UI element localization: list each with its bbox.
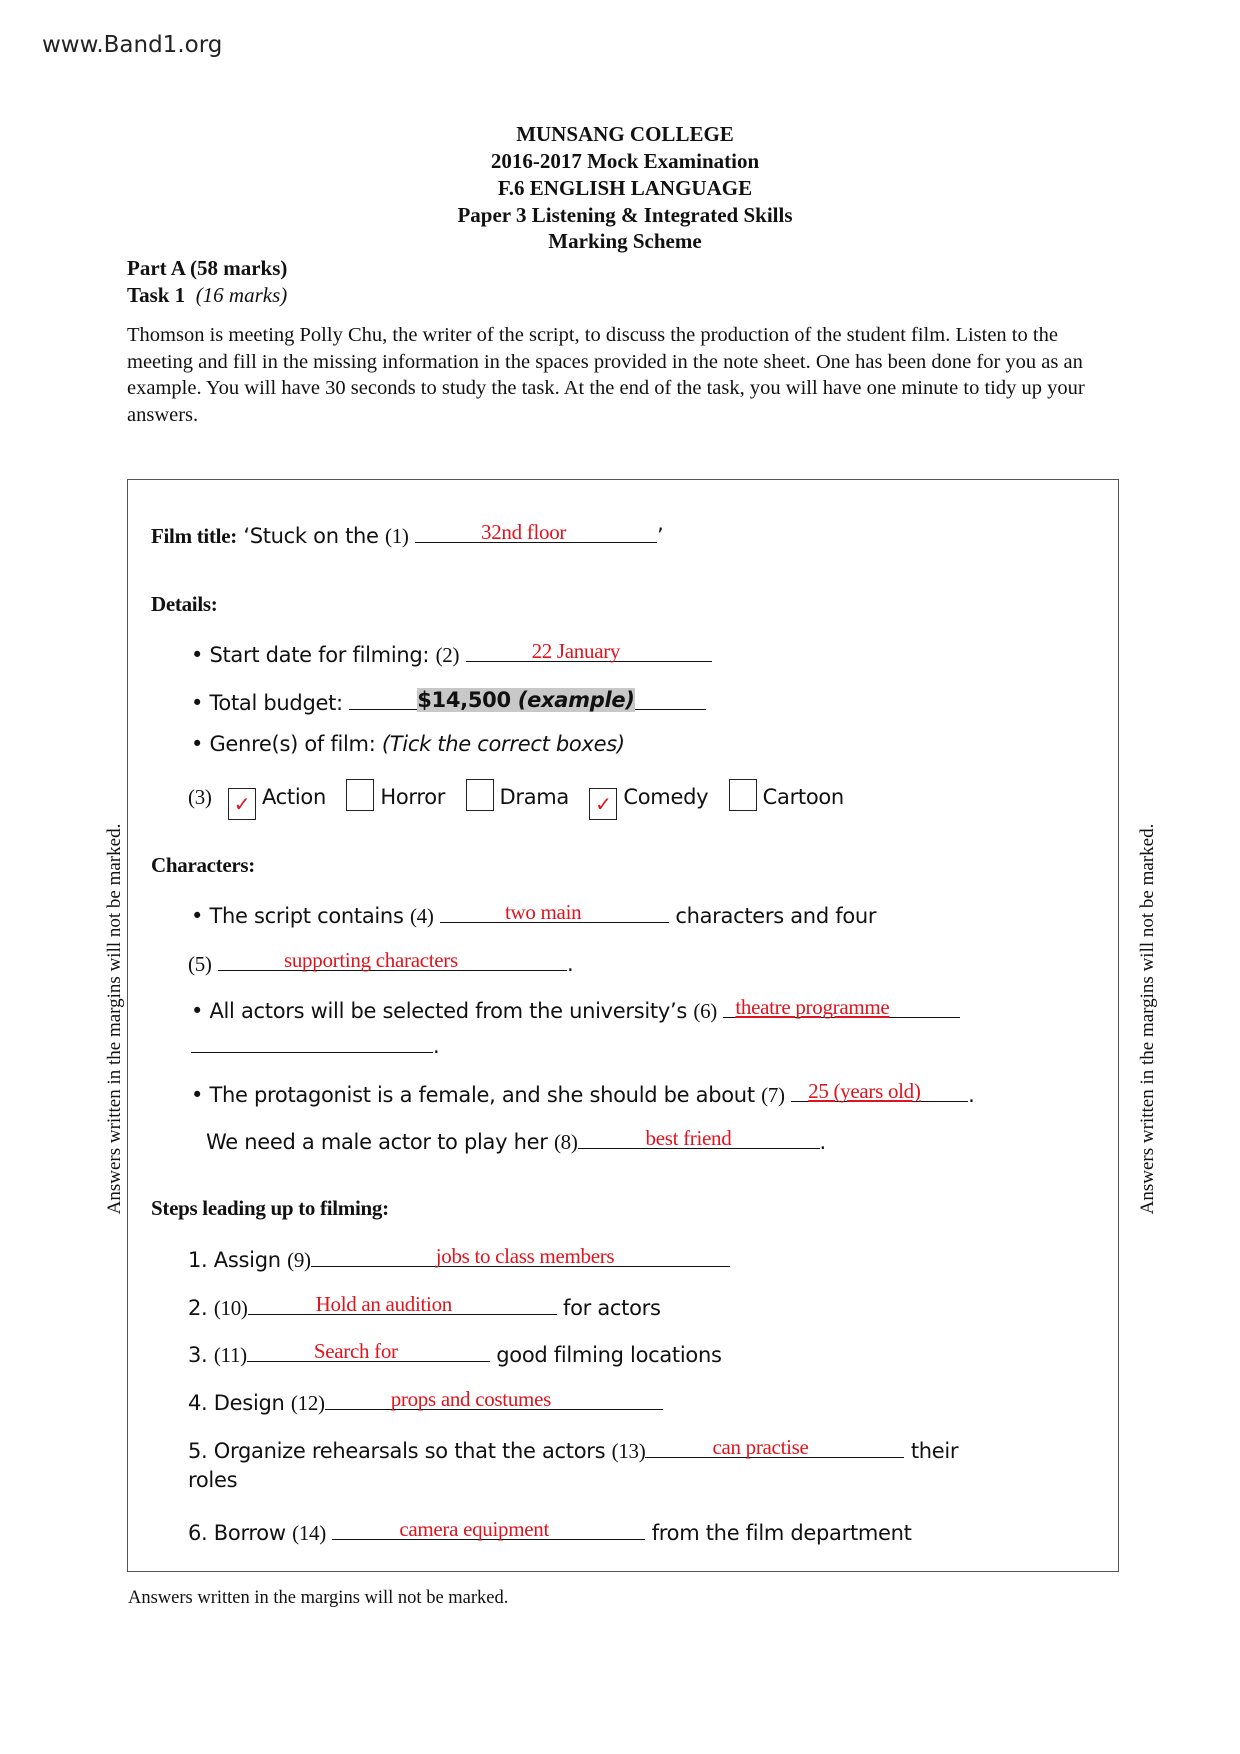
text: 4. Design xyxy=(188,1391,285,1415)
characters-heading: Characters: xyxy=(151,853,255,877)
task-heading xyxy=(127,283,287,308)
answer-2: 22 January xyxy=(531,639,621,663)
right-margin-note: Answers written in the margins will not be marked. xyxy=(1137,823,1158,1215)
paper-title: Paper 3 Listening & Integrated Skills xyxy=(457,203,793,227)
genre-comedy-label: Comedy xyxy=(623,785,709,809)
step-3 xyxy=(188,1337,722,1368)
genre-action-label: Action xyxy=(261,785,326,809)
answer-7: 25 (years old) xyxy=(808,1079,921,1103)
budget-label: • Total budget: xyxy=(191,691,343,715)
answer-blank-2[interactable] xyxy=(466,637,712,662)
example-tag: (example) xyxy=(517,688,635,712)
answer-8: best friend xyxy=(645,1126,732,1150)
checkbox-cartoon[interactable] xyxy=(729,779,757,811)
text: 6. Borrow xyxy=(188,1521,286,1545)
genre-drama-label: Drama xyxy=(499,785,569,809)
subject: F.6 ENGLISH LANGUAGE xyxy=(497,176,753,200)
school-name: MUNSANG COLLEGE xyxy=(516,122,734,146)
task-label: Task 1 xyxy=(127,283,186,307)
period: . xyxy=(819,1130,826,1154)
task-instructions: Thomson is meeting Polly Chu, the writer of the script, to discuss the production of the student film. Listen to the meeting and fill in the missing information in the spaces provided in the note sheet. One has been done for you as an example. You will have 30 seconds to study the task. At the end of the task, you will have one minute to tidy up your answers. xyxy=(127,324,1085,426)
period: . xyxy=(566,952,574,976)
q-num: (10) xyxy=(213,1296,248,1320)
text: We need a male actor to play her xyxy=(206,1130,548,1154)
step-1 xyxy=(188,1242,730,1273)
answer-4: two main xyxy=(504,900,582,924)
step-5-cont: roles xyxy=(188,1468,238,1492)
answer-10: Hold an audition xyxy=(315,1292,452,1316)
answer-blank-7[interactable] xyxy=(791,1077,968,1102)
genre-label: • Genre(s) of film: xyxy=(191,732,376,756)
steps-heading: Steps leading up to filming: xyxy=(151,1196,389,1220)
details-heading: Details: xyxy=(151,592,218,616)
text: characters and four xyxy=(675,904,877,928)
footer-note: Answers written in the margins will not be marked. xyxy=(128,1588,509,1608)
checkbox-horror[interactable] xyxy=(346,779,374,811)
left-margin-note: Answers written in the margins will not be marked. xyxy=(104,823,125,1215)
characters-line-4 xyxy=(191,1077,975,1108)
q-num: (11) xyxy=(213,1343,247,1367)
q-num: (6) xyxy=(693,999,717,1023)
exam-name: 2016-2017 Mock Examination xyxy=(490,149,760,173)
q-num: (1) xyxy=(385,524,409,548)
step-2 xyxy=(188,1290,661,1321)
answer-blank-11[interactable] xyxy=(247,1337,490,1362)
budget-line xyxy=(191,685,706,715)
answer-5: supporting characters xyxy=(283,948,458,972)
text: 1. Assign xyxy=(188,1248,281,1272)
q-num: (12) xyxy=(290,1391,325,1415)
answer-blank-6[interactable] xyxy=(723,993,960,1018)
genre-line xyxy=(191,732,625,756)
answer-blank-5[interactable] xyxy=(218,946,567,971)
text: 3. xyxy=(188,1343,208,1367)
checkbox-action[interactable]: ✓ xyxy=(228,788,256,820)
answer-blank-1[interactable] xyxy=(415,518,657,543)
text: 2. xyxy=(188,1296,208,1320)
characters-line-5 xyxy=(206,1124,826,1155)
site-watermark: www.Band1.org xyxy=(42,32,223,58)
scheme-title: Marking Scheme xyxy=(548,229,702,253)
answer-blank-10[interactable] xyxy=(248,1290,557,1315)
characters-line-2 xyxy=(188,946,573,977)
note-sheet xyxy=(127,479,1119,1572)
step-4 xyxy=(188,1385,663,1416)
part-heading: Part A (58 marks) xyxy=(127,256,288,280)
budget-value: $14,500 xyxy=(417,688,511,712)
budget-blank xyxy=(349,685,706,710)
answer-11: Search for xyxy=(313,1339,398,1363)
text: for actors xyxy=(563,1296,661,1320)
text: • The script contains xyxy=(191,904,404,928)
genre-hint: (Tick the correct boxes) xyxy=(381,732,625,756)
period: . xyxy=(433,1034,440,1058)
text: from the film department xyxy=(651,1521,912,1545)
q-num: (9) xyxy=(287,1248,311,1272)
characters-line-3 xyxy=(191,993,960,1024)
answer-blank-4[interactable] xyxy=(440,898,669,923)
answer-1: 32nd floor xyxy=(481,520,567,544)
q-num: (13) xyxy=(611,1439,646,1463)
start-date-line xyxy=(191,637,712,668)
genre-horror-label: Horror xyxy=(380,785,446,809)
film-title-line xyxy=(151,518,663,549)
quote-mark: ’ xyxy=(657,524,664,548)
characters-line-1 xyxy=(191,898,876,929)
genre-options xyxy=(188,779,844,820)
text: • The protagonist is a female, and she should be about xyxy=(191,1083,755,1107)
film-title-pre: ‘Stuck on the xyxy=(243,524,379,548)
checkbox-drama[interactable] xyxy=(466,779,494,811)
answer-9: jobs to class members xyxy=(435,1244,615,1268)
step-6 xyxy=(188,1515,912,1546)
answer-13: can practise xyxy=(712,1435,809,1459)
q-num: (3) xyxy=(188,785,212,809)
answer-blank-12[interactable] xyxy=(325,1385,663,1410)
start-date-label: • Start date for filming: xyxy=(191,643,430,667)
period: . xyxy=(968,1083,975,1107)
genre-cartoon-label: Cartoon xyxy=(762,785,844,809)
answer-blank-13[interactable] xyxy=(645,1433,904,1458)
answer-blank-9[interactable] xyxy=(311,1242,730,1267)
step-5 xyxy=(188,1433,958,1464)
q-num: (2) xyxy=(435,643,460,667)
q-num: (5) xyxy=(188,952,212,976)
q-num: (14) xyxy=(292,1521,326,1545)
answer-blank-14[interactable] xyxy=(332,1515,645,1540)
text: their xyxy=(910,1439,959,1463)
film-title-label: Film title: xyxy=(151,524,237,548)
checkbox-comedy[interactable]: ✓ xyxy=(589,788,617,820)
q-num: (4) xyxy=(409,904,434,928)
text: • All actors will be selected from the university’s xyxy=(191,999,687,1023)
text: 5. Organize rehearsals so that the actors xyxy=(188,1439,606,1463)
characters-line-3b xyxy=(191,1028,439,1058)
answer-blank-6-continued[interactable] xyxy=(191,1028,433,1053)
text: good filming locations xyxy=(496,1343,722,1367)
answer-12: props and costumes xyxy=(390,1387,551,1411)
q-num: (7) xyxy=(761,1083,785,1107)
answer-blank-8[interactable] xyxy=(578,1124,820,1149)
task-marks: (16 marks) xyxy=(195,283,288,307)
q-num: (8) xyxy=(553,1130,578,1154)
answer-14: camera equipment xyxy=(399,1517,550,1541)
answer-6: theatre programme xyxy=(735,995,890,1019)
